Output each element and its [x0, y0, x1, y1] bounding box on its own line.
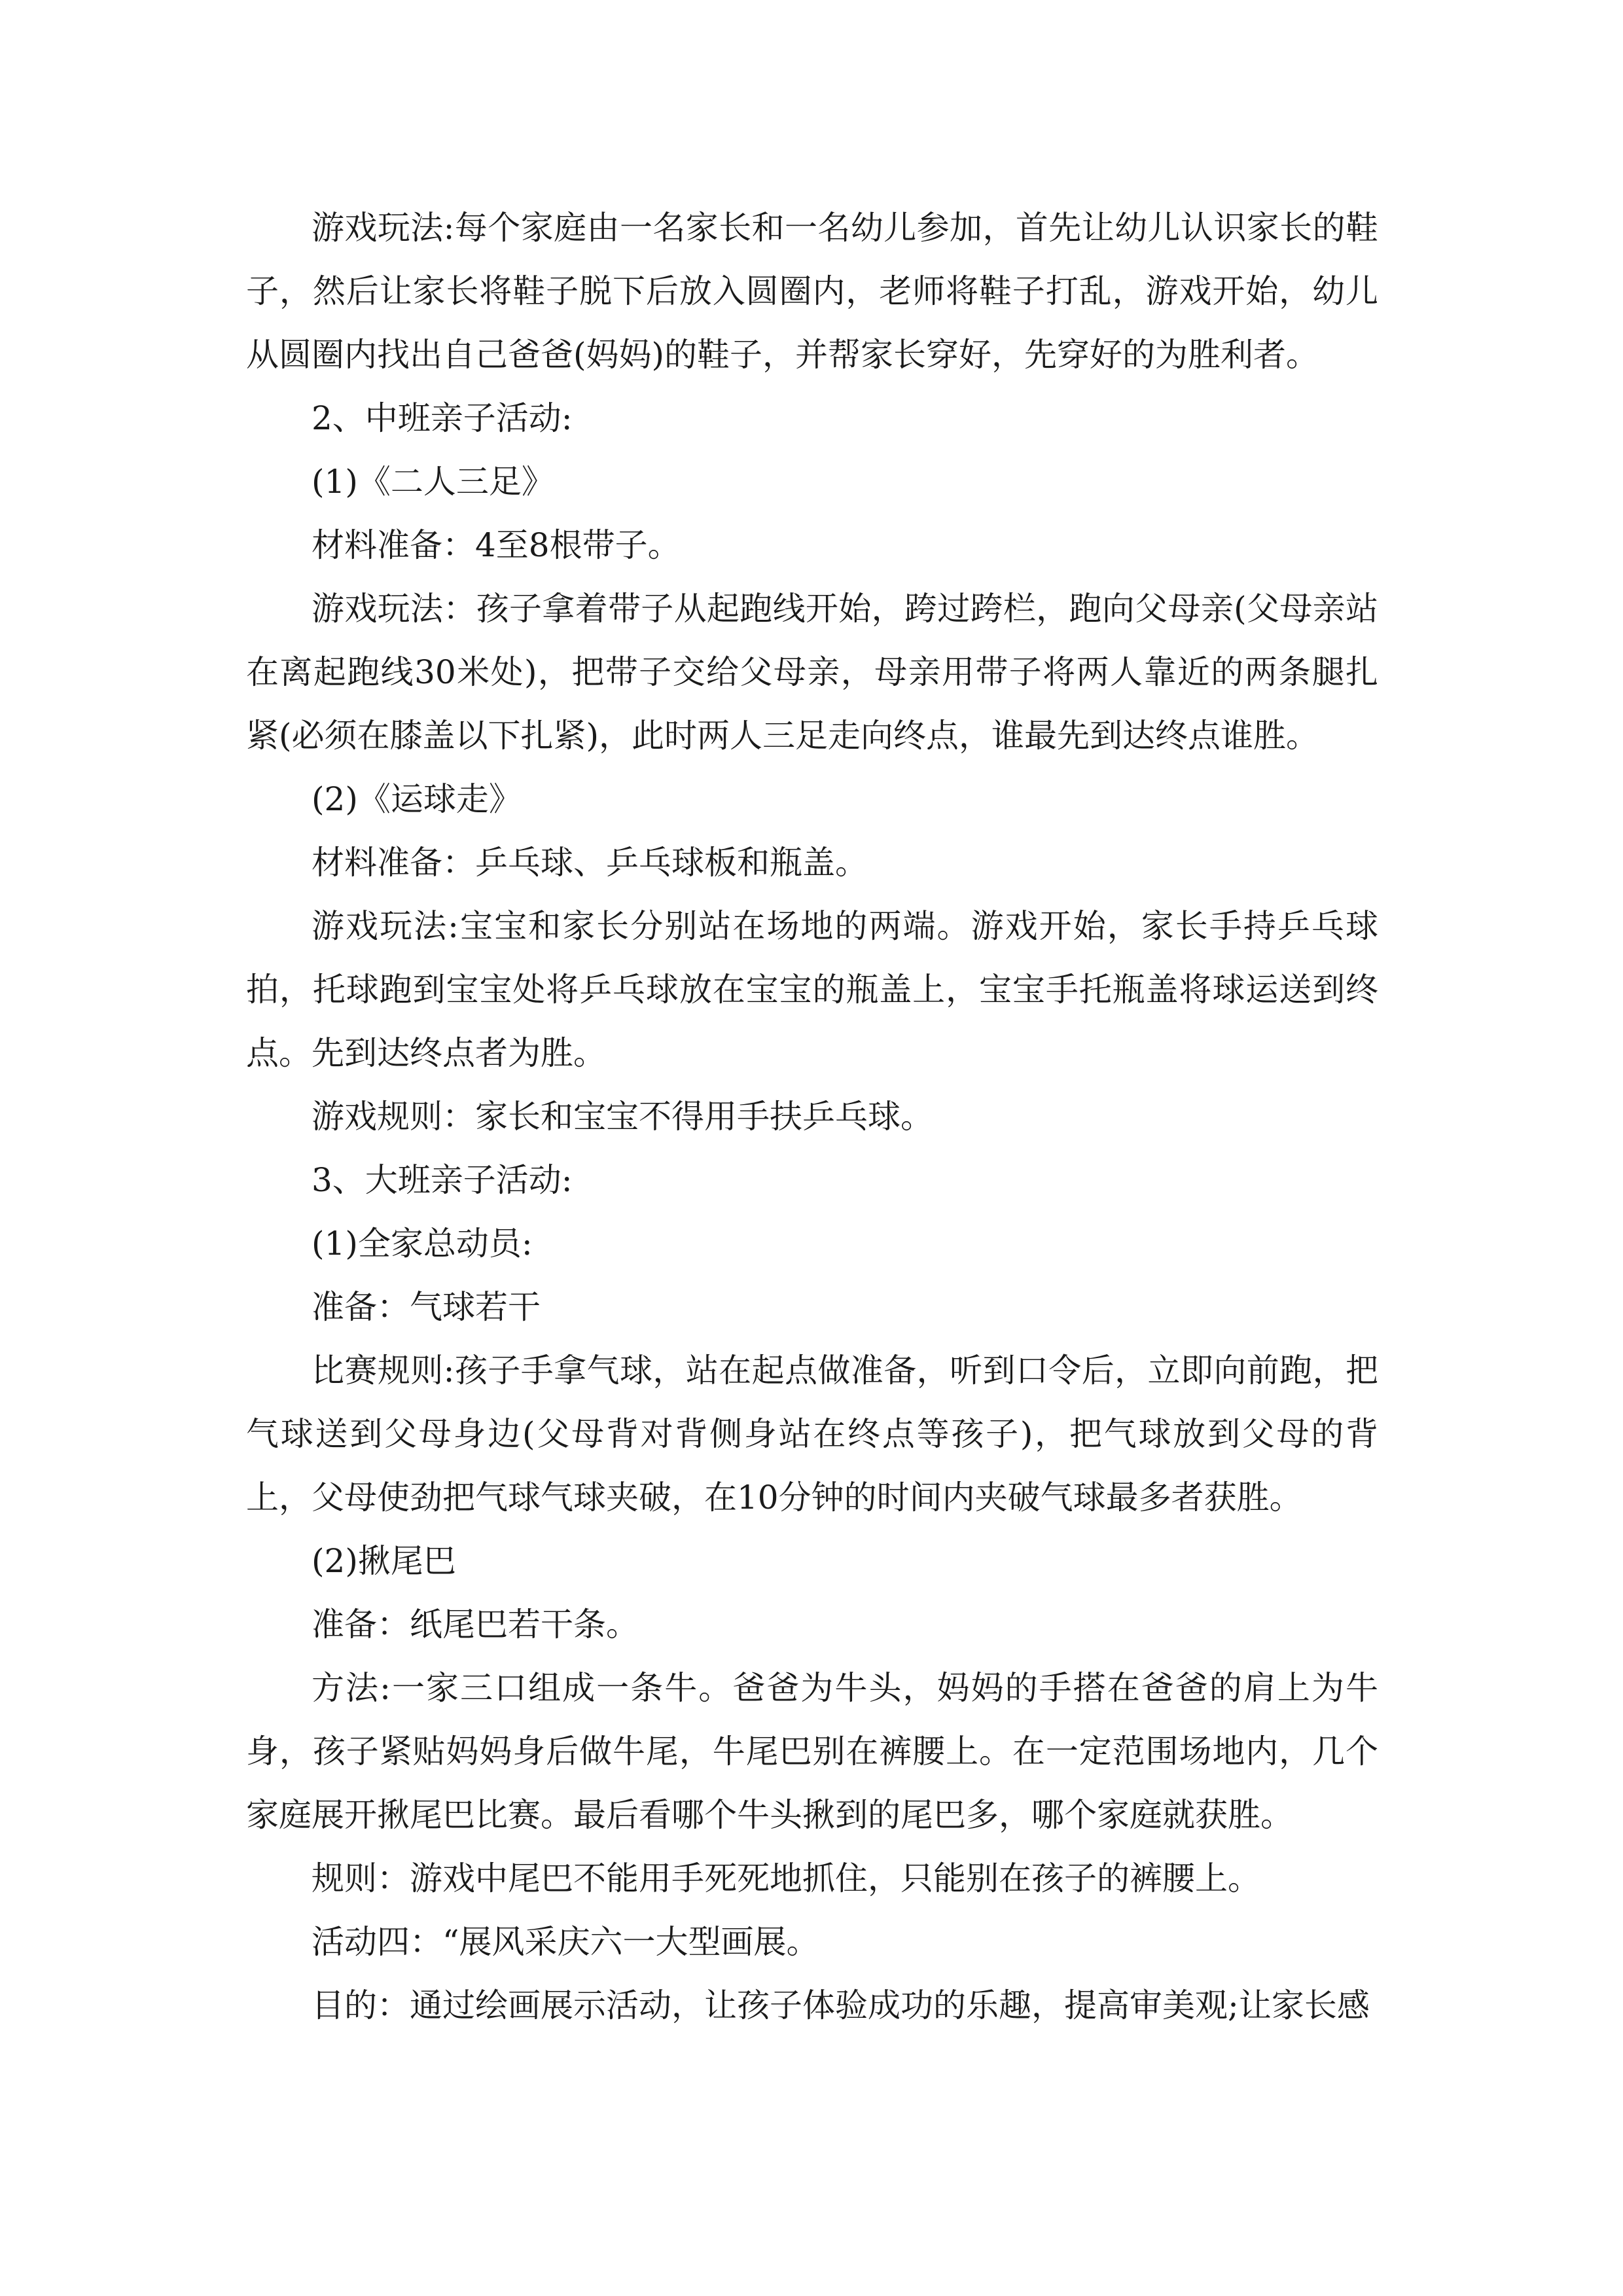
paragraph-competition-rules: 比赛规则:孩子手拿气球，站在起点做准备，听到口令后，立即向前跑，把气球送到父母身边(父母背对背侧身站在终点等孩子)，把气球放到父母的背上，父母使劲把气球气球夹破，在10分钟的时间内夹破气球最多者获胜。 [246, 1352, 1378, 1516]
heading-senior-class-activities: 3、大班亲子活动: [312, 1161, 573, 1199]
paragraph-game-rules-three-legged: 游戏玩法：孩子拿着带子从起跑线开始，跨过跨栏，跑向父母亲(父母亲站在离起跑线30米处)，把带子交给父母亲，母亲用带子将两人靠近的两条腿扎紧(必须在膝盖以下扎紧)，此时两人三足走向终点，谁最先到达终点谁胜。 [246, 590, 1378, 755]
paragraph-rules: 规则：游戏中尾巴不能用手死死地抓住，只能别在孩子的裤腰上。 [312, 1859, 1260, 1897]
paragraph-method: 方法:一家三口组成一条牛。爸爸为牛头，妈妈的手搭在爸爸的肩上为牛身，孩子紧贴妈妈身后做牛尾，牛尾巴别在裤腰上。在一定范围场地内，几个家庭展开揪尾巴比赛。最后看哪个牛头揪到的尾巴多，哪个家庭就获胜。 [246, 1669, 1378, 1834]
paragraph-purpose: 目的：通过绘画展示活动，让孩子体验成功的乐趣，提高审美观;让家长感 [312, 1986, 1370, 2024]
heading-whole-family: (1)全家总动员: [312, 1225, 533, 1263]
heading-three-legged: (1)《二人三足》 [312, 463, 554, 501]
paragraph-prep-balloons: 准备：气球若干 [312, 1288, 541, 1326]
paragraph-prep-paper-tails: 准备：纸尾巴若干条。 [312, 1605, 639, 1643]
heading-activity-four: 活动四：“展风采庆六一大型画展。 [312, 1923, 819, 1961]
paragraph-materials-ping-pong: 材料准备：乒乓球、乒乓球板和瓶盖。 [312, 844, 868, 882]
paragraph-game-rules-carry-ball: 游戏玩法:宝宝和家长分别站在场地的两端。游戏开始，家长手持乒乓球拍，托球跑到宝宝处将乒乓球放在宝宝的瓶盖上，宝宝手托瓶盖将球运送到终点。先到达终点者为胜。 [246, 907, 1378, 1072]
paragraph-materials-ribbons: 材料准备：4至8根带子。 [312, 526, 681, 564]
paragraph-game-rules-shoes: 游戏玩法:每个家庭由一名家长和一名幼儿参加，首先让幼儿认识家长的鞋子，然后让家长将鞋子脱下后放入圆圈内，老师将鞋子打乱，游戏开始，幼儿从圆圈内找出自己爸爸(妈妈)的鞋子，并帮家长穿好，先穿好的为胜利者。 [246, 209, 1378, 374]
heading-tail-grab: (2)揪尾巴 [312, 1542, 456, 1580]
heading-middle-class-activities: 2、中班亲子活动: [312, 399, 573, 437]
paragraph-game-regulation: 游戏规则：家长和宝宝不得用手扶乒乓球。 [312, 1098, 933, 1136]
document-body [246, 196, 1378, 2037]
heading-carry-ball: (2)《运球走》 [312, 780, 522, 818]
